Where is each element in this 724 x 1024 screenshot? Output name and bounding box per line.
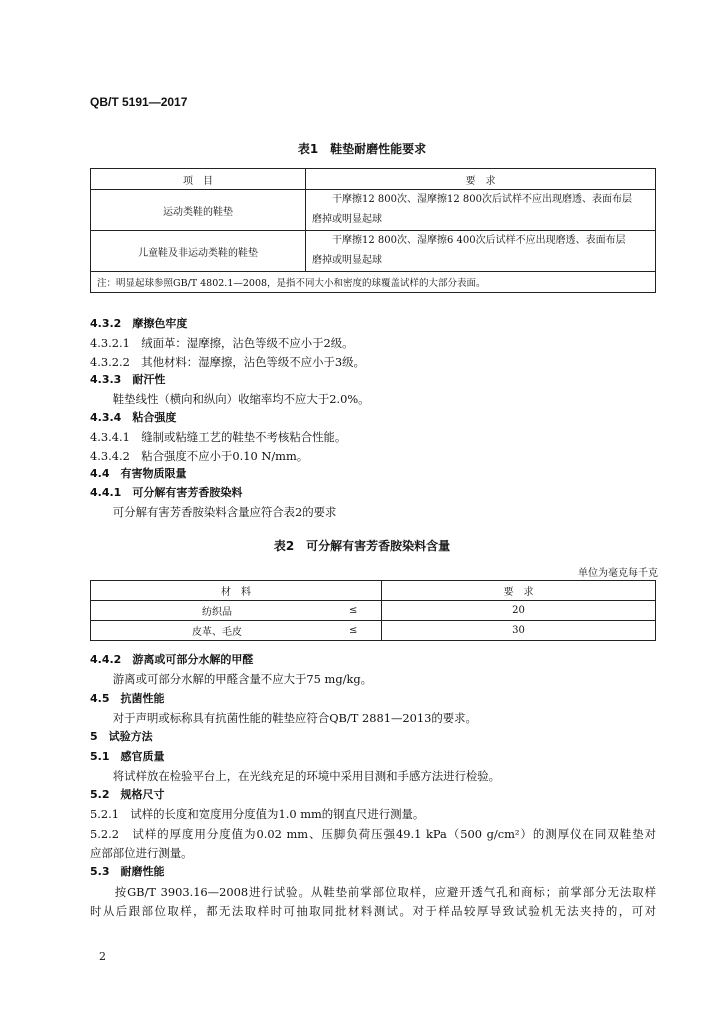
table2-header-req: 要 求: [382, 581, 656, 601]
table1-note: 注：明显起球参照GB/T 4802.1—2008，是指不同大小和密度的球覆盖试样的大部分表面。: [91, 272, 656, 293]
table2-header-row: [91, 581, 656, 601]
text-line: 游离或可部分水解的甲醛含量不应大于75 mg/kg。: [90, 672, 373, 687]
table1-header-req: 要 求: [306, 169, 656, 190]
table1-header-item: 项 目: [91, 169, 306, 190]
text-line: 将试样放在检验平台上，在光线充足的环境中采用目测和手感方法进行检验。: [90, 768, 501, 783]
text-line: 5.2 规格尺寸: [90, 788, 165, 802]
req-line: 磨掉或明显起球: [312, 214, 382, 225]
table-row: [91, 621, 656, 641]
text-line: 4.5 抗菌性能: [90, 691, 165, 705]
table2-cell-value: 20: [382, 601, 656, 621]
table2-cell-op: ≤: [343, 601, 382, 621]
table1: [90, 168, 656, 293]
text-line: 4.3.2.1 绒面革：湿摩擦，沾色等级不应小于2级。: [90, 335, 354, 350]
text-line: 按GB/T 3903.16—2008进行试验。从鞋垫前掌部位取样，应避开透气孔和商标；前掌部分无法取样: [90, 884, 656, 899]
table2-cell-op: ≤: [343, 621, 382, 641]
table1-caption: 表1 鞋垫耐磨性能要求: [297, 142, 427, 156]
text-line: 可分解有害芳香胺染料含量应符合表2的要求: [90, 505, 337, 519]
text-line: 鞋垫线性（横向和纵向）收缩率均不应大于2.0%。: [90, 392, 370, 407]
table2: [90, 580, 656, 641]
text-line: 4.4.2 游离或可部分水解的甲醛: [90, 653, 254, 666]
text-line: 4.3.2.2 其他材料：湿摩擦，沾色等级不应小于3级。: [90, 354, 365, 369]
standard-code: QB/T 5191—2017: [90, 95, 188, 109]
text-line: 5.1 感官质量: [90, 749, 165, 763]
req-line: 干摩擦12 800次、湿摩擦6 400次后试样不应出现磨透、表面布层: [332, 235, 626, 246]
text-line: 对于声明或标称具有抗菌性能的鞋垫应符合QB/T 2881—2013的要求。: [90, 710, 477, 725]
text-line: 5.3 耐磨性能: [90, 865, 165, 879]
table2-cell-material: 纺织品: [91, 601, 344, 621]
table1-note-row: [91, 272, 656, 293]
table-row: [91, 601, 656, 621]
text-line: 5 试验方法: [90, 730, 153, 744]
text-line: 4.4 有害物质限量: [90, 467, 187, 481]
text-line: 4.3.4.1 缝制或粘缝工艺的鞋垫不考核粘合性能。: [90, 429, 347, 444]
table2-cell-value: 30: [382, 621, 656, 641]
text-line: 4.4.1 可分解有害芳香胺染料: [90, 486, 243, 500]
page-number: 2: [99, 950, 106, 963]
table-row: [91, 190, 656, 231]
text-line: 4.3.4.2 粘合强度不应小于0.10 N/mm。: [90, 448, 309, 463]
table1-header-row: [91, 169, 656, 190]
table1-cell-item: 儿童鞋及非运动类鞋的鞋垫: [91, 231, 306, 272]
table1-cell-item: 运动类鞋的鞋垫: [91, 190, 306, 231]
table1-cell-req: [306, 231, 656, 272]
text-line: 4.3.4 粘合强度: [90, 411, 177, 424]
text-line: 5.2.2 试样的厚度用分度值为0.02 mm、压脚负荷压强49.1 kPa（500 g/cm²）的测厚仪在同双鞋垫对: [90, 826, 656, 841]
table2-cell-material: 皮革、毛皮: [91, 621, 344, 641]
table2-unit: 单位为毫克每千克: [578, 568, 658, 579]
text-line: 4.3.3 耐汗性: [90, 373, 166, 387]
text-line: 4.3.2 摩擦色牢度: [90, 317, 188, 330]
table1-cell-req: [306, 190, 656, 231]
text-line: 5.2.1 试样的长度和宽度用分度值为1.0 mm的钢直尺进行测量。: [90, 807, 425, 822]
text-line: 时从后跟部位取样，都无法取样时可抽取同批材料测试。对于样品较厚导致试验机无法夹持的，可对: [90, 903, 656, 918]
req-line: 磨掉或明显起球: [312, 255, 382, 266]
table-row: [91, 231, 656, 272]
table2-header-material: 材 料: [91, 581, 382, 601]
text-line: 应部部位进行测量。: [90, 846, 193, 860]
req-line: 干摩擦12 800次、湿摩擦12 800次后试样不应出现磨透、表面布层: [332, 194, 632, 205]
table2-caption: 表2 可分解有害芳香胺染料含量: [273, 539, 451, 553]
